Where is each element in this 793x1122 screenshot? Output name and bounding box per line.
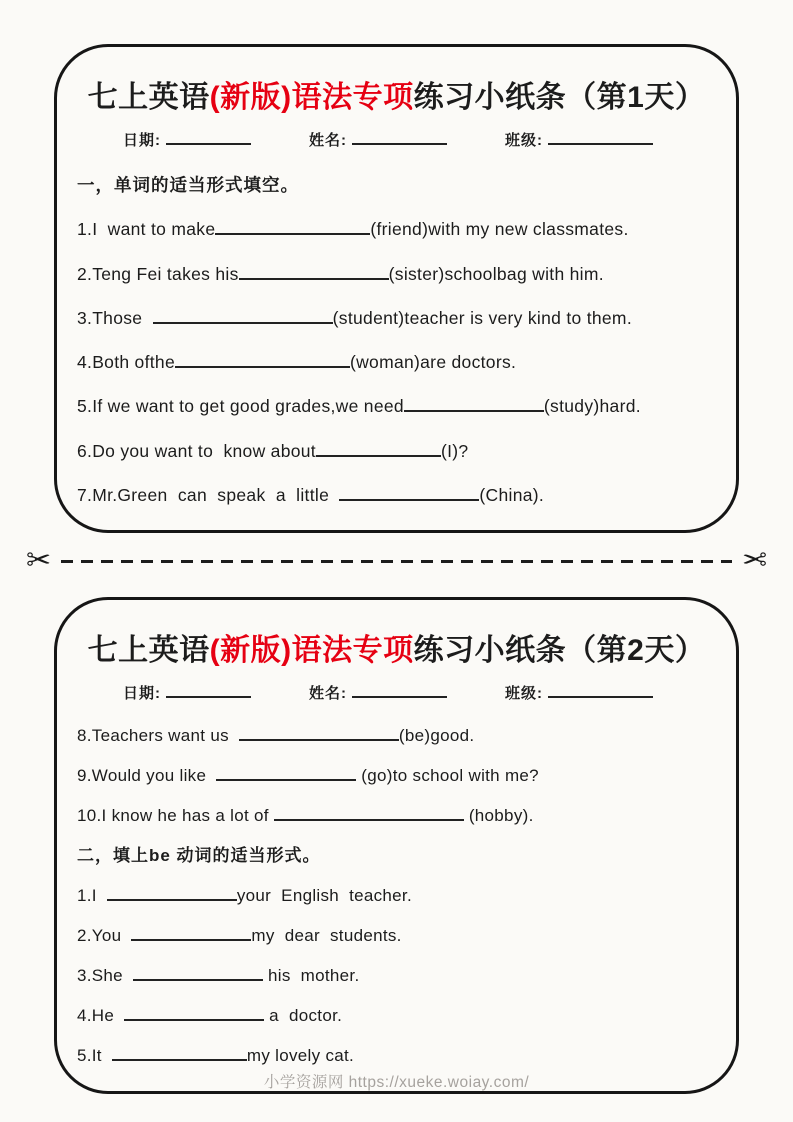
scissors-icon: ✂ [26, 544, 52, 577]
card-title-part: (新版)语法专项 [209, 634, 414, 667]
question-text: 4.He [77, 1006, 125, 1025]
question-text: 1.I want to make [77, 219, 216, 240]
field-date [123, 682, 251, 703]
question-line [77, 956, 724, 996]
card-title-part: 练习小纸条（第1天） [413, 81, 706, 114]
question-text: 5.If we want to get good grades,we need [77, 396, 404, 417]
card-title [57, 600, 736, 669]
answer-blank [404, 407, 544, 412]
field-label: 姓名: [309, 685, 347, 702]
question-text: 8.Teachers want us [77, 726, 239, 745]
field-blank [166, 140, 251, 145]
answer-blank [316, 452, 441, 457]
card-title-part: 七上英语 [87, 81, 210, 114]
question-text: (student)teacher is very kind to them. [332, 307, 632, 328]
answer-blank [215, 230, 370, 235]
field-label: 日期: [123, 132, 161, 149]
question-text: (hobby). [463, 806, 534, 825]
field-name [309, 682, 447, 703]
question-text: 2.Teng Fei takes his [77, 263, 239, 284]
field-blank [548, 693, 653, 698]
question-list [57, 163, 736, 517]
cut-line [26, 545, 767, 577]
question-text: (I)? [440, 440, 469, 461]
question-text: 6.Do you want to know about [77, 440, 316, 461]
answer-blank [153, 319, 333, 324]
question-text: (study)hard. [543, 396, 641, 417]
field-class [505, 129, 653, 150]
question-line [77, 876, 724, 916]
field-name [309, 129, 447, 150]
card-title [57, 47, 736, 116]
field-blank [352, 693, 447, 698]
question-line [77, 429, 724, 473]
question-line [77, 384, 724, 428]
fields-row [57, 129, 736, 150]
field-label: 班级: [505, 685, 543, 702]
question-line [77, 340, 724, 384]
field-label: 班级: [505, 132, 543, 149]
answer-blank [239, 736, 399, 741]
question-text: my lovely cat. [246, 1046, 355, 1065]
question-text: 10.I know he has a lot of [77, 806, 274, 825]
worksheet-card-day2 [54, 597, 739, 1094]
field-blank [548, 140, 653, 145]
field-class [505, 682, 653, 703]
section-heading: 二，填上be 动词的适当形式。 [77, 846, 321, 865]
question-text: (China). [479, 485, 545, 506]
question-text: (woman)are doctors. [349, 352, 517, 373]
field-date [123, 129, 251, 150]
answer-blank [216, 776, 356, 781]
answer-blank [339, 496, 479, 501]
question-text: 3.She [77, 966, 133, 985]
field-blank [166, 693, 251, 698]
worksheet-card-day1 [54, 44, 739, 533]
question-text: a doctor. [264, 1006, 343, 1025]
question-line [77, 916, 724, 956]
question-list [57, 716, 736, 1076]
question-line [77, 473, 724, 517]
answer-blank [131, 936, 251, 941]
question-text: his mother. [262, 966, 360, 985]
field-blank [352, 140, 447, 145]
question-text: (friend)with my new classmates. [370, 219, 629, 240]
answer-blank [107, 896, 237, 901]
answer-blank [124, 1016, 264, 1021]
section-heading: 一，单词的适当形式填空。 [77, 175, 299, 195]
question-text: 2.You [77, 926, 132, 945]
question-text: 7.Mr.Green can speak a little [77, 485, 340, 506]
question-text: 3.Those [77, 307, 153, 328]
question-text: 4.Both ofthe [77, 352, 175, 373]
field-label: 日期: [123, 685, 161, 702]
field-label: 姓名: [309, 132, 347, 149]
card-title-part: 练习小纸条（第2天） [413, 634, 706, 667]
footer-credit: 小学资源网 https://xueke.woiay.com/ [263, 1074, 530, 1091]
scissors-icon: ✂ [741, 544, 767, 577]
question-line [77, 252, 724, 296]
question-text: my dear students. [251, 926, 402, 945]
question-line [77, 756, 724, 796]
answer-blank [239, 275, 389, 280]
question-text: (go)to school with me? [356, 766, 539, 785]
question-line [77, 716, 724, 756]
question-line [77, 296, 724, 340]
question-text: 5.It [77, 1046, 112, 1065]
question-text: 1.I [77, 886, 107, 905]
answer-blank [274, 816, 464, 821]
question-text: your English teacher. [236, 886, 412, 905]
question-line [77, 207, 724, 251]
card-title-part: (新版)语法专项 [209, 81, 414, 114]
question-text: (be)good. [398, 726, 475, 745]
question-text: 9.Would you like [77, 766, 217, 785]
answer-blank [175, 363, 350, 368]
answer-blank [112, 1056, 247, 1061]
question-line [77, 796, 724, 836]
card-title-part: 七上英语 [87, 634, 210, 667]
question-text: (sister)schoolbag with him. [388, 263, 604, 284]
dashed-cut-line [61, 560, 732, 563]
fields-row [57, 682, 736, 703]
question-line [77, 996, 724, 1036]
answer-blank [133, 976, 263, 981]
